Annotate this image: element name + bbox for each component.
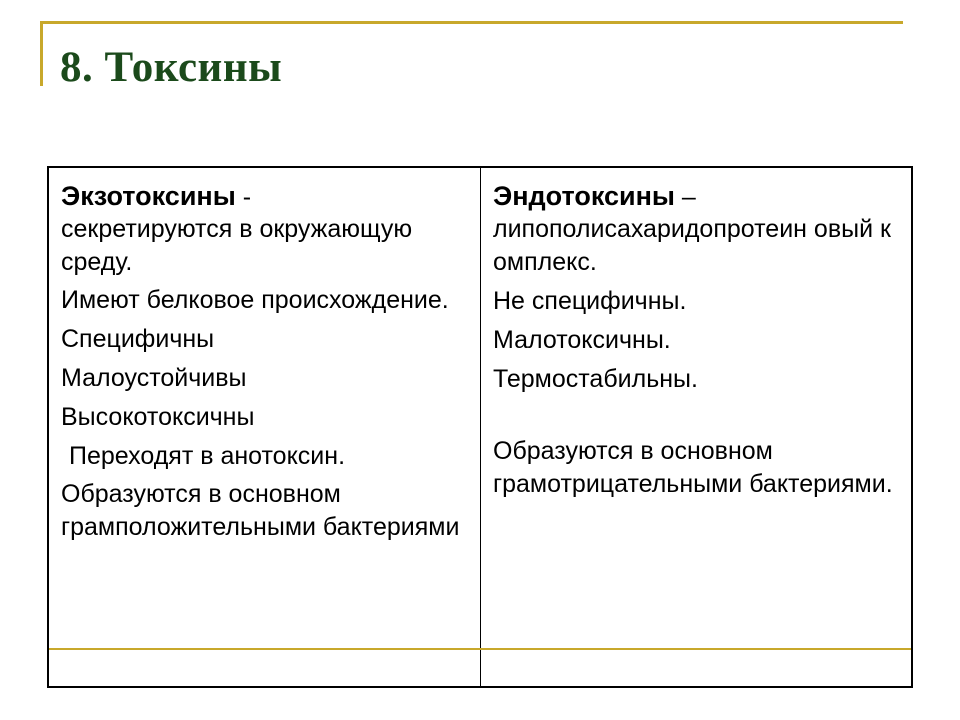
- endotoxins-line-nonspecific: Не специфичны.: [493, 287, 687, 315]
- exotoxins-cell: [49, 168, 481, 648]
- exotoxins-line-anatoxin: Переходят в анотоксин.: [69, 442, 346, 470]
- exotoxins-line-unstable: Малоустойчивы: [61, 364, 247, 392]
- endotoxins-spacer: [493, 401, 901, 435]
- exotoxins-heading-dash: -: [235, 183, 252, 211]
- frame-top-border: [40, 21, 903, 24]
- frame-left-border: [40, 21, 43, 86]
- endotoxins-line-low-toxic: Малотоксичны.: [493, 326, 671, 354]
- exotoxins-line-specific: Специфичны: [61, 325, 215, 353]
- endotoxins-heading-line: [493, 179, 901, 214]
- endotoxins-heading-dash: –: [674, 183, 696, 211]
- exotoxins-line-secreted: секретируются в окружающую среду.: [61, 215, 413, 276]
- endotoxins-line-thermostable: Термостабильны.: [493, 365, 698, 393]
- exotoxins-heading: Экзотоксины: [61, 181, 236, 211]
- endotoxins-heading: Эндотоксины: [493, 181, 675, 211]
- endotoxins-line-gram-negative: Образуются в основном грамотрицательными бактериями.: [493, 437, 893, 498]
- exotoxins-line-protein: Имеют белковое происхождение.: [61, 286, 449, 314]
- empty-bottom-row: [49, 650, 911, 686]
- endotoxins-line-complex: липополисахаридопротеин овый комплекс.: [493, 215, 891, 276]
- exotoxins-line-highly-toxic: Высокотоксичны: [61, 403, 255, 431]
- comparison-table: [47, 166, 913, 688]
- exotoxins-line-gram-positive: Образуются в основном грамположительными бактериями: [61, 480, 460, 541]
- slide-title: 8. Токсины: [60, 44, 283, 91]
- exotoxins-heading-line: [61, 179, 469, 214]
- endotoxins-cell: [481, 168, 911, 648]
